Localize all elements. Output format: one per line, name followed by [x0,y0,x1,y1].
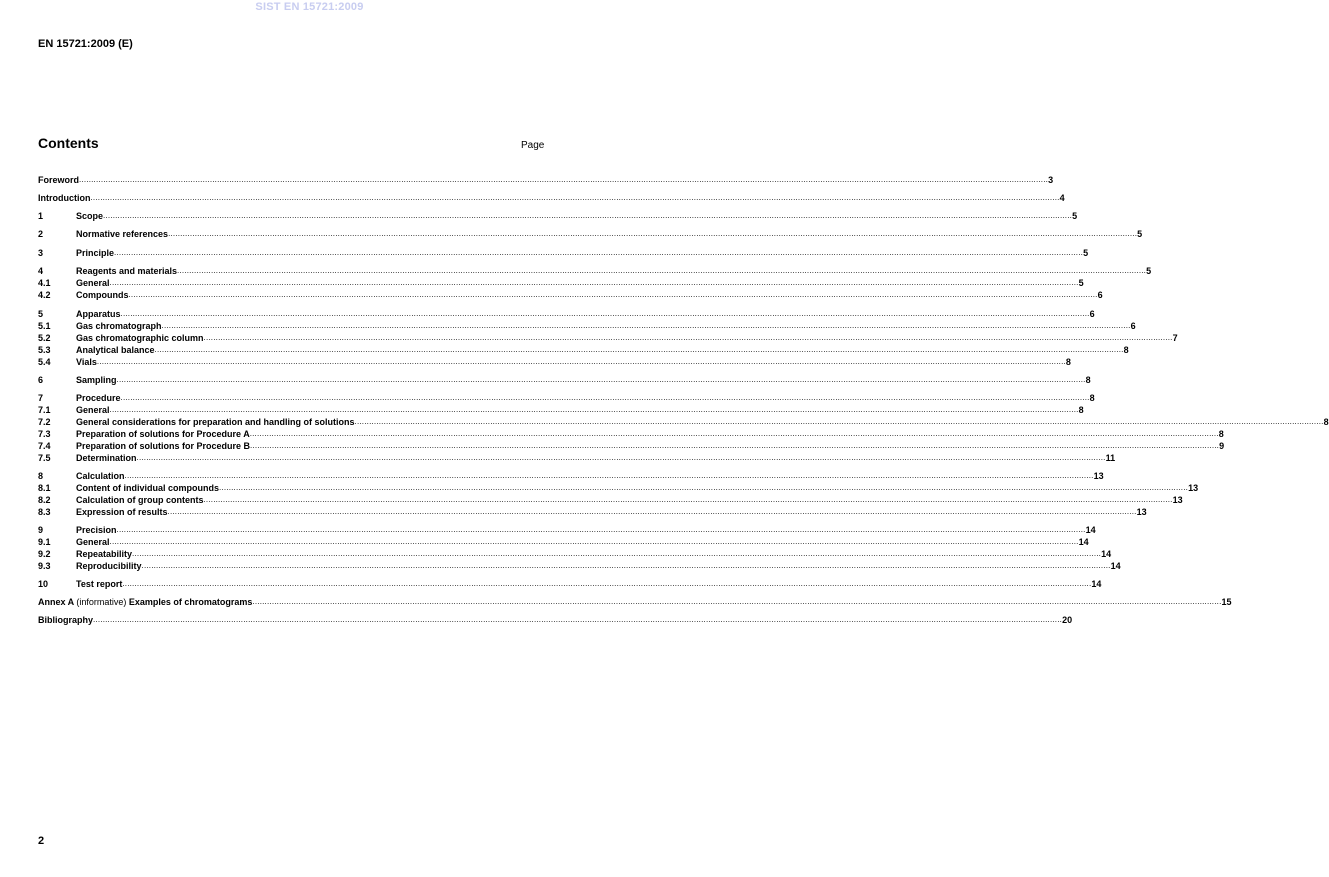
toc-entry-number: 8.3 [38,507,51,517]
toc-dot-leader: ................................................................................................................................................................................................................................................................................................................................................................................................................ [114,248,1084,257]
toc-entry-title: Principle [76,248,115,258]
toc-entry-title: General considerations for preparation and handling of solutions [76,417,355,427]
toc-dot-leader: ................................................................................................................................................................................................................................................................................................................................................................................................................ [109,405,1079,414]
toc-dot-leader: ................................................................................................................................................................................................................................................................................................................................................................................................................ [120,309,1090,318]
toc-dot-leader: ................................................................................................................................................................................................................................................................................................................................................................................................................ [136,453,1106,462]
toc-dot-leader: ................................................................................................................................................................................................................................................................................................................................................................................................................ [132,549,1102,558]
page-column-label: Page [521,140,545,151]
toc-dot-leader: ................................................................................................................................................................................................................................................................................................................................................................................................................ [167,507,1137,516]
toc-entry-number: 8.2 [38,495,51,505]
toc-entry-title: Compounds [76,290,129,300]
toc-entry-page: 13 [1093,471,1104,481]
toc-entry-page: 5 [1083,248,1089,258]
toc-entry-title: General [76,278,110,288]
contents-title: Contents [38,135,99,151]
toc-entry-page: 7 [1172,333,1178,343]
toc-dot-leader: ................................................................................................................................................................................................................................................................................................................................................................................................................ [128,290,1098,299]
toc-dot-leader: ................................................................................................................................................................................................................................................................................................................................................................................................................ [177,266,1147,275]
toc-entry-number: 10 [38,579,49,589]
toc-entry-number: 6 [38,375,44,385]
toc-entry[interactable] [38,579,1102,589]
toc-entry-page: 14 [1101,549,1112,559]
toc-entry[interactable] [38,357,1071,367]
toc-entry-title: Bibliography [38,615,94,625]
toc-entry[interactable] [38,453,1116,463]
toc-entry-number: 9 [38,525,44,535]
toc-entry[interactable] [38,321,1136,331]
toc-entry-number: 5 [38,309,44,319]
toc-entry[interactable] [38,429,1224,439]
toc-entry-page: 6 [1130,321,1136,331]
toc-entry-page: 20 [1062,615,1073,625]
toc-entry-title: Analytical balance [76,345,155,355]
toc-entry-title: General [76,405,110,415]
toc-entry-number: 4 [38,266,44,276]
toc-entry[interactable] [38,417,1329,427]
toc-dot-leader: ................................................................................................................................................................................................................................................................................................................................................................................................................ [250,441,1220,450]
toc-entry-title-rest: Examples of chromatograms [128,597,253,607]
toc-entry-page: 4 [1059,193,1065,203]
toc-dot-leader: ................................................................................................................................................................................................................................................................................................................................................................................................................ [219,483,1189,492]
toc-entry-title-main: Annex A [38,597,74,607]
toc-entry-number: 7 [38,393,44,403]
toc-dot-leader: ................................................................................................................................................................................................................................................................................................................................................................................................................ [120,393,1090,402]
toc-entry-title: Procedure [76,393,121,403]
toc-entry-number: 7.1 [38,405,51,415]
toc-entry-number: 1 [38,211,44,221]
toc-entry-title: Vials [76,357,97,367]
toc-entry[interactable] [38,393,1095,403]
toc-entry-number: 7.4 [38,441,51,451]
toc-entry[interactable] [38,175,1054,185]
toc-entry-title: Calculation [76,471,125,481]
toc-entry[interactable] [38,309,1095,319]
toc-entry-number: 9.2 [38,549,51,559]
toc-entry[interactable] [38,615,1073,625]
page-number: 2 [38,835,45,847]
toc-entry[interactable] [38,471,1104,481]
toc-entry-title: Apparatus [76,309,121,319]
toc-entry-number: 5.2 [38,333,51,343]
toc-entry-annex-type: (informative) [76,597,127,607]
toc-entry-title: Introduction [38,193,91,203]
toc-entry-number: 5.4 [38,357,51,367]
toc-dot-leader: ................................................................................................................................................................................................................................................................................................................................................................................................................ [203,333,1173,342]
toc-entry[interactable] [38,248,1089,258]
toc-dot-leader: ................................................................................................................................................................................................................................................................................................................................................................................................................ [116,375,1086,384]
toc-entry-page: 8 [1123,345,1129,355]
toc-dot-leader: ................................................................................................................................................................................................................................................................................................................................................................................................................ [93,615,1063,624]
toc-entry-title [38,597,252,607]
toc-entry[interactable] [38,290,1103,300]
toc-entry-title: Preparation of solutions for Procedure A [76,429,250,439]
toc-entry-number: 4.2 [38,290,51,300]
toc-entry[interactable] [38,507,1147,517]
toc-entry-page: 8 [1065,357,1071,367]
toc-entry-page: 5 [1137,229,1143,239]
toc-dot-leader: ................................................................................................................................................................................................................................................................................................................................................................................................................ [203,495,1173,504]
toc-entry-title: Gas chromatographic column [76,333,204,343]
toc-entry[interactable] [38,597,1232,607]
toc-entry-number: 9.3 [38,561,51,571]
toc-dot-leader: ................................................................................................................................................................................................................................................................................................................................................................................................................ [161,321,1131,330]
toc-dot-leader: ................................................................................................................................................................................................................................................................................................................................................................................................................ [116,525,1086,534]
toc-entry[interactable] [38,193,1065,203]
toc-entry[interactable] [38,495,1183,505]
toc-dot-leader: ................................................................................................................................................................................................................................................................................................................................................................................................................ [154,345,1124,354]
toc-entry[interactable] [38,211,1078,221]
toc-entry-page: 8 [1078,405,1084,415]
toc-entry[interactable] [38,229,1143,239]
toc-entry-title: Reagents and materials [76,266,178,276]
document-id: EN 15721:2009 (E) [38,38,133,50]
toc-entry-page: 8 [1089,393,1095,403]
toc-entry-number: 4.1 [38,278,51,288]
toc-entry-number: 5.1 [38,321,51,331]
toc-entry-title: Content of individual compounds [76,483,219,493]
toc-entry-page: 11 [1105,453,1116,463]
toc-entry-page: 9 [1219,441,1225,451]
toc-dot-leader: ................................................................................................................................................................................................................................................................................................................................................................................................................ [141,561,1111,570]
toc-entry-page: 13 [1188,483,1199,493]
toc-dot-leader: ................................................................................................................................................................................................................................................................................................................................................................................................................ [168,229,1138,238]
toc-entry-number: 5.3 [38,345,51,355]
toc-dot-leader: ................................................................................................................................................................................................................................................................................................................................................................................................................ [124,471,1094,480]
toc-dot-leader: ................................................................................................................................................................................................................................................................................................................................................................................................................ [109,278,1079,287]
toc-entry-page: 14 [1110,561,1121,571]
toc-entry-title: Calculation of group contents [76,495,204,505]
toc-entry[interactable] [38,549,1112,559]
toc-entry[interactable] [38,278,1084,288]
toc-entry-number: 7.3 [38,429,51,439]
toc-entry-number: 7.2 [38,417,51,427]
toc-entry[interactable] [38,483,1199,493]
toc-entry-title: Scope [76,211,104,221]
toc-entry[interactable] [38,561,1121,571]
toc-entry-title: Preparation of solutions for Procedure B [76,441,251,451]
toc-entry-page: 3 [1048,175,1054,185]
toc-entry[interactable] [38,345,1129,355]
toc-dot-leader: ................................................................................................................................................................................................................................................................................................................................................................................................................ [96,357,1066,366]
toc-entry-title: Foreword [38,175,80,185]
toc-dot-leader: ................................................................................................................................................................................................................................................................................................................................................................................................................ [249,429,1219,438]
toc-dot-leader: ................................................................................................................................................................................................................................................................................................................................................................................................................ [103,211,1073,220]
toc-entry-page: 14 [1091,579,1102,589]
toc-entry-number: 9.1 [38,537,51,547]
toc-entry-page: 6 [1089,309,1095,319]
toc-entry-number: 7.5 [38,453,51,463]
toc-entry-page: 8 [1218,429,1224,439]
toc-entry-page: 15 [1221,597,1232,607]
toc-entry-title: Expression of results [76,507,168,517]
toc-entry-page: 5 [1078,278,1084,288]
toc-entry-title: Sampling [76,375,117,385]
watermark: SIST EN 15721:2009 [255,1,364,13]
toc-entry[interactable] [38,333,1178,343]
toc-dot-leader: ................................................................................................................................................................................................................................................................................................................................................................................................................ [252,597,1222,606]
toc-entry-number: 3 [38,248,44,258]
toc-entry[interactable] [38,525,1096,535]
toc-dot-leader: ................................................................................................................................................................................................................................................................................................................................................................................................................ [354,417,1324,426]
toc-dot-leader: ................................................................................................................................................................................................................................................................................................................................................................................................................ [109,537,1079,546]
toc-entry-title: Test report [76,579,123,589]
toc-entry-number: 8.1 [38,483,51,493]
toc-entry-number: 2 [38,229,44,239]
toc-entry-page: 5 [1146,266,1152,276]
toc-entry-title: Repeatability [76,549,133,559]
toc-entry-title: Gas chromatograph [76,321,162,331]
toc-entry-title: Normative references [76,229,169,239]
toc-entry-page: 13 [1136,507,1147,517]
toc-dot-leader: ................................................................................................................................................................................................................................................................................................................................................................................................................ [90,193,1060,202]
toc-entry[interactable] [38,441,1225,451]
toc-entry-title: Precision [76,525,117,535]
toc-entry-title: General [76,537,110,547]
toc-entry-page: 14 [1085,525,1096,535]
toc-entry[interactable] [38,266,1152,276]
toc-entry-title: Reproducibility [76,561,142,571]
toc-entry-page: 13 [1172,495,1183,505]
toc-entry-page: 14 [1078,537,1089,547]
toc-dot-leader: ................................................................................................................................................................................................................................................................................................................................................................................................................ [122,579,1092,588]
toc-entry[interactable] [38,375,1091,385]
toc-entry-page: 8 [1085,375,1091,385]
toc-entry-page: 5 [1072,211,1078,221]
toc-entry-number: 8 [38,471,44,481]
toc-entry[interactable] [38,537,1089,547]
toc-entry-title: Determination [76,453,137,463]
toc-entry[interactable] [38,405,1084,415]
toc-entry-page: 6 [1097,290,1103,300]
toc-entry-page: 8 [1323,417,1329,427]
toc-dot-leader: ................................................................................................................................................................................................................................................................................................................................................................................................................ [79,175,1049,184]
